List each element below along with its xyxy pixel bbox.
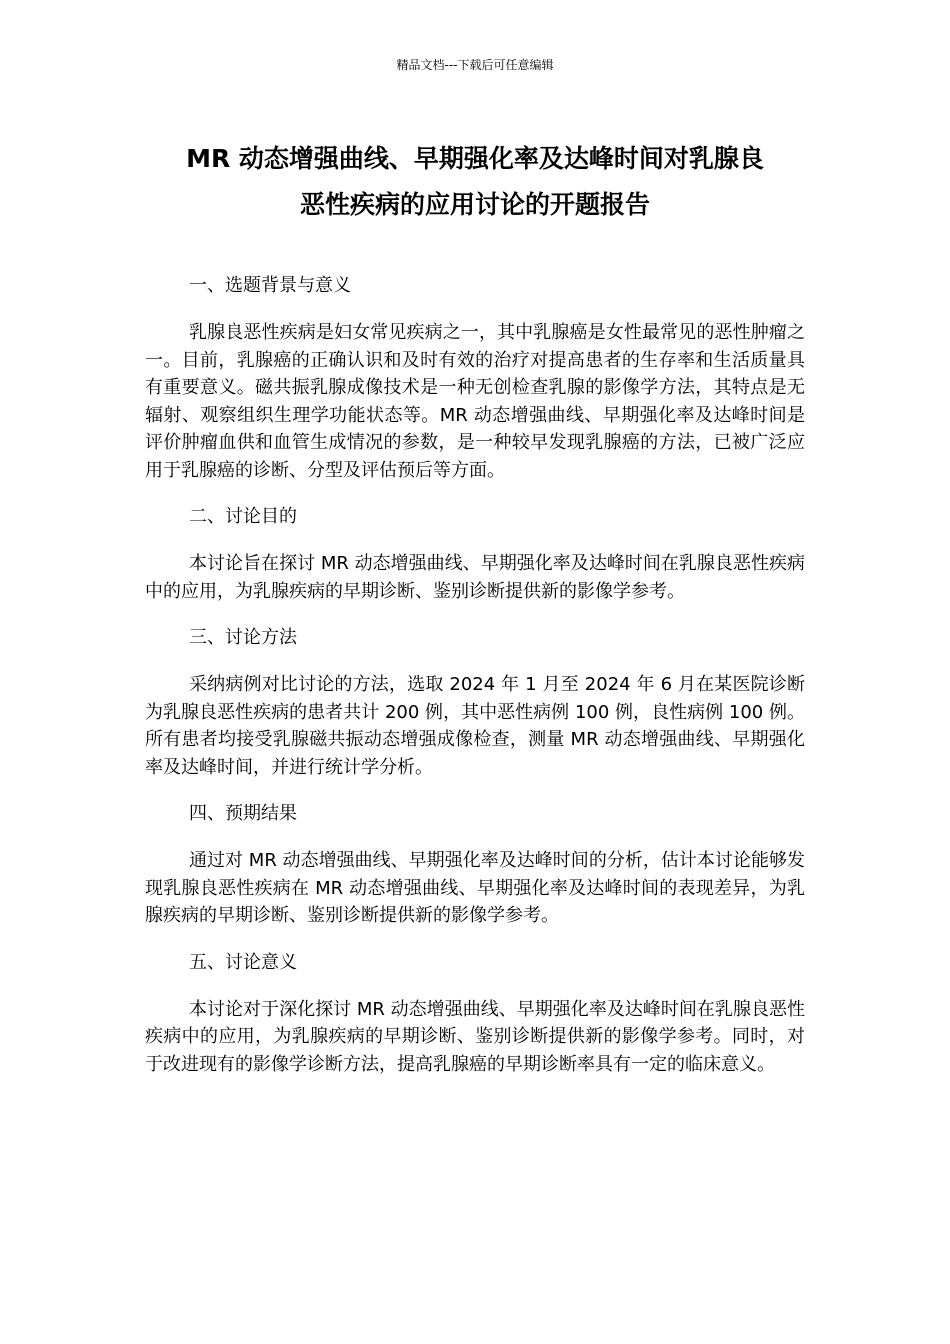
section-method xyxy=(145,624,805,781)
section-paragraph: 本讨论旨在探讨 MR 动态增强曲线、早期强化率及达峰时间在乳腺良恶性疾病中的应用，为乳腺疾病的早期诊断、鉴别诊断提供新的影像学参考。 xyxy=(145,553,805,602)
section-heading: 二、讨论目的 xyxy=(189,506,297,527)
section-background xyxy=(145,272,805,484)
document-title xyxy=(130,136,820,228)
section-expected-results xyxy=(145,800,805,930)
section-significance xyxy=(145,949,805,1079)
page-header-note: 精品文档---下载后可任意编辑 xyxy=(396,58,554,72)
section-heading: 五、讨论意义 xyxy=(189,951,297,973)
title-line-2: 恶性疾病的应用讨论的开题报告 xyxy=(299,190,650,219)
title-line-1: MR 动态增强曲线、早期强化率及达峰时间对乳腺良 xyxy=(186,144,764,173)
section-heading: 一、选题背景与意义 xyxy=(189,275,351,296)
section-paragraph: 乳腺良恶性疾病是妇女常见疾病之一，其中乳腺癌是女性最常见的恶性肿瘤之一。目前，乳腺癌的正确认识和及时有效的治疗对提高患者的生存率和生活质量具有重要意义。磁共振乳腺成像技术是一种无创检查乳腺的影像学方法，其特点是无辐射、观察组织生理学功能状态等。MR 动态增强曲线、早期强化率及达峰时间是评价肿瘤血供和血管生成情况的参数，是一种较早发现乳腺癌的方法，已被广泛应用于乳腺癌的诊断、分型及评估预后等方面。 xyxy=(145,322,805,481)
section-paragraph: 采纳病例对比讨论的方法，选取 2024 年 1 月至 2024 年 6 月在某医院诊断为乳腺良恶性疾病的患者共计 200 例，其中恶性病例 100 例，良性病例 100 例。所有患者均接受乳腺磁共振动态增强成像检查，测量 MR 动态增强曲线、早期强化率及达峰时间，并进行统计学分析。 xyxy=(145,674,805,778)
section-paragraph: 本讨论对于深化探讨 MR 动态增强曲线、早期强化率及达峰时间在乳腺良恶性疾病中的应用，为乳腺疾病的早期诊断、鉴别诊断提供新的影像学参考。同时，对于改进现有的影像学诊断方法，提高乳腺癌的早期诊断率具有一定的临床意义。 xyxy=(145,998,805,1075)
section-heading: 四、预期结果 xyxy=(189,803,297,824)
section-paragraph: 通过对 MR 动态增强曲线、早期强化率及达峰时间的分析，估计本讨论能够发现乳腺良恶性疾病在 MR 动态增强曲线、早期强化率及达峰时间的表现差异，为乳腺疾病的早期诊断、鉴别诊断提供新的影像学参考。 xyxy=(145,850,805,926)
document-body xyxy=(145,272,805,1097)
section-purpose xyxy=(145,503,805,605)
section-heading: 三、讨论方法 xyxy=(189,627,297,648)
